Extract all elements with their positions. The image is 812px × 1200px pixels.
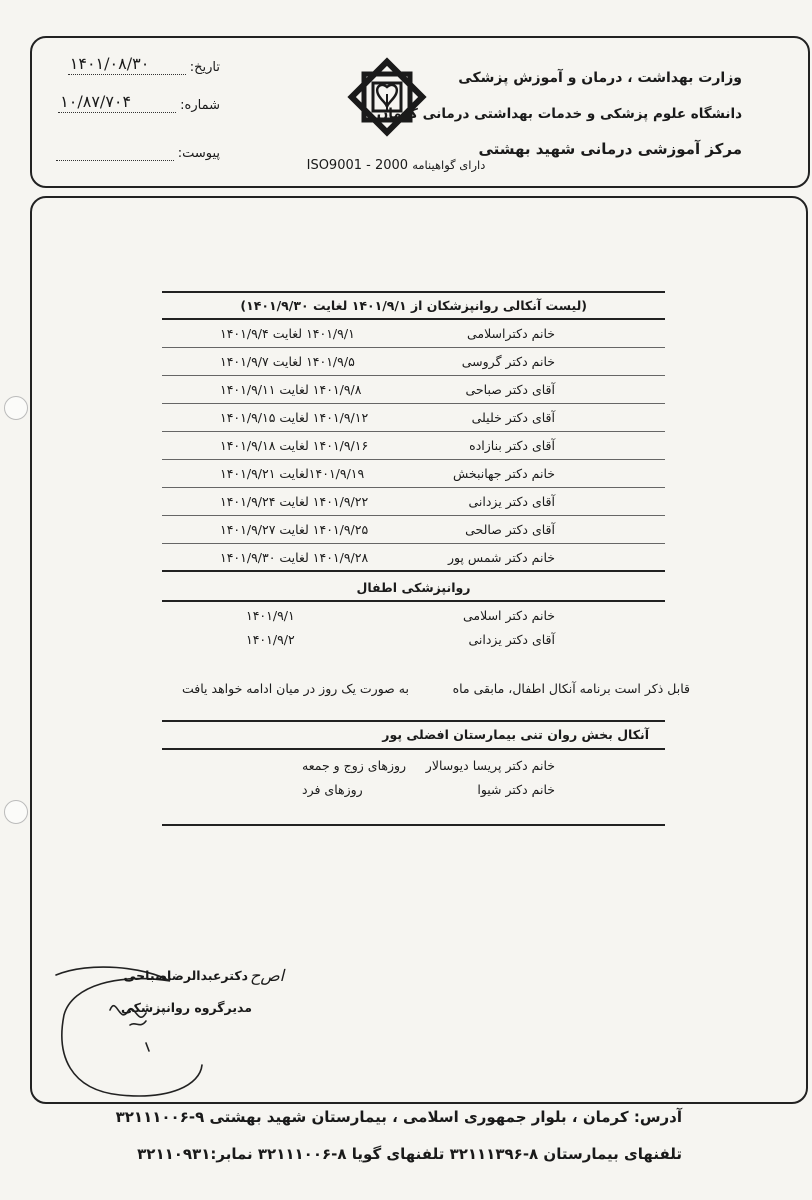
table-top-rule (162, 291, 665, 293)
doctor-name: آقای دکتر صالحی (465, 522, 555, 537)
date-range: ۱۴۰۱/۹/۲۲ لغایت ۱۴۰۱/۹/۲۴ (220, 494, 369, 509)
table-row (162, 544, 665, 572)
table-bottom-rule (162, 824, 665, 826)
table-row (162, 404, 665, 432)
date-value: ۱۴۰۱/۹/۱ (246, 608, 295, 623)
table-row (162, 626, 665, 654)
child-section-title: روانپزشکی اطفال (356, 580, 471, 595)
doctor-name: خانم دکتر گروسی (461, 354, 555, 369)
punch-hole (4, 396, 28, 420)
schedule-days: روزهای فرد (302, 782, 363, 797)
date-range: ۱۴۰۱/۹/۲۵ لغایت ۱۴۰۱/۹/۲۷ (220, 522, 369, 537)
date-value: ۱۴۰۱/۹/۲ (246, 632, 295, 647)
hospital-name: مرکز آموزشی درمانی شهید بهشتی (478, 140, 742, 158)
university-logo-icon (344, 54, 430, 140)
attachment-field (56, 146, 220, 161)
date-field (68, 54, 220, 75)
psychosomatic-title: آنکال بخش روان تنی بیمارستان افضلی پور (382, 727, 649, 742)
date-range: ۱۴۰۱/۹/۱۹لغایت ۱۴۰۱/۹/۲۱ (220, 466, 365, 481)
child-note-part2: به صورت یک روز در میان ادامه خواهد یافت (182, 681, 409, 696)
attachment-label: پیوست: (177, 146, 220, 161)
number-value: ۱۰/۸۷/۷۰۴ (60, 92, 132, 111)
doctor-name: خانم دکتر جهانبخش (452, 466, 555, 481)
doctor-name: آقای دکتر صباحی (465, 382, 555, 397)
iso-value: ISO9001 - 2000 (306, 158, 409, 173)
table-row (162, 376, 665, 404)
iso-label: دارای گواهینامه (412, 158, 486, 172)
university-name: دانشگاه علوم پزشکی و خدمات بهداشتی درمانی کرمان (376, 106, 742, 122)
date-range: ۱۴۰۱/۹/۱ لغایت ۱۴۰۱/۹/۴ (220, 326, 355, 341)
table-row (162, 516, 665, 544)
punch-hole (4, 800, 28, 824)
table-row (162, 776, 665, 804)
doctor-name: خانم دکتر پریسا دیوسالار (425, 758, 555, 773)
date-value: ۱۴۰۱/۰۸/۳۰ (69, 54, 150, 73)
list-title: (لیست آنکالی روانپزشکان از ۱۴۰۱/۹/۱ لغایت ۱۴۰۱/۹/۳۰) (240, 298, 587, 313)
doctor-name: آقای دکتر بنازاده (469, 438, 555, 453)
number-label: شماره: (180, 98, 220, 113)
doctor-name: آقای دکتر یزدانی (468, 632, 555, 647)
doctor-name: خانم دکتر شیوا (477, 782, 555, 797)
table-row (162, 432, 665, 460)
doctor-name: خانم دکتر شمس پور (447, 550, 555, 565)
doctor-name: خانم دکتراسلامی (466, 326, 555, 341)
signature-initials-icon: ا‌ص‌ح (250, 966, 285, 985)
doctor-name: آقای دکتر یزدانی (468, 494, 555, 509)
signatory-name: دکترعبدالرضاصباحی (123, 968, 248, 983)
table-row (162, 488, 665, 516)
date-label: تاریخ: (189, 60, 220, 75)
date-range: ۱۴۰۱/۹/۲۸ لغایت ۱۴۰۱/۹/۳۰ (220, 550, 369, 565)
footer-phones: تلفنهای بیمارستان ۸-۳۲۱۱۱۳۹۶ تلفنهای گویا ۸-۳۲۱۱۱۰۰۶ نمابر:۳۲۱۱۰۹۳۱ (137, 1145, 682, 1163)
iso-certificate (296, 158, 496, 173)
date-range: ۱۴۰۱/۹/۸ لغایت ۱۴۰۱/۹/۱۱ (220, 382, 362, 397)
date-range: ۱۴۰۱/۹/۵ لغایت ۱۴۰۱/۹/۷ (220, 354, 355, 369)
schedule-days: روزهای زوج و جمعه (302, 758, 407, 773)
doctor-name: خانم دکتر اسلامی (463, 608, 555, 623)
ministry-name: وزارت بهداشت ، درمان و آموزش پزشکی (458, 70, 742, 86)
psychosomatic-top-rule (162, 720, 665, 722)
table-row (162, 460, 665, 488)
footer-address: آدرس: کرمان ، بلوار جمهوری اسلامی ، بیمارستان شهید بهشتی ۹-۳۲۱۱۱۰۰۶ (115, 1108, 682, 1126)
doctor-name: آقای دکتر خلیلی (471, 410, 555, 425)
table-row (162, 348, 665, 376)
table-row (162, 320, 665, 348)
number-field (58, 92, 220, 113)
psychosomatic-rule (162, 748, 665, 750)
child-note-part1: قابل ذکر است برنامه آنکال اطفال، مابقی ماه (452, 681, 690, 696)
date-range: ۱۴۰۱/۹/۱۶ لغایت ۱۴۰۱/۹/۱۸ (220, 438, 369, 453)
signatory-role: مدیرگروه روانپزشکی (120, 1000, 252, 1015)
date-range: ۱۴۰۱/۹/۱۲ لغایت ۱۴۰۱/۹/۱۵ (220, 410, 369, 425)
